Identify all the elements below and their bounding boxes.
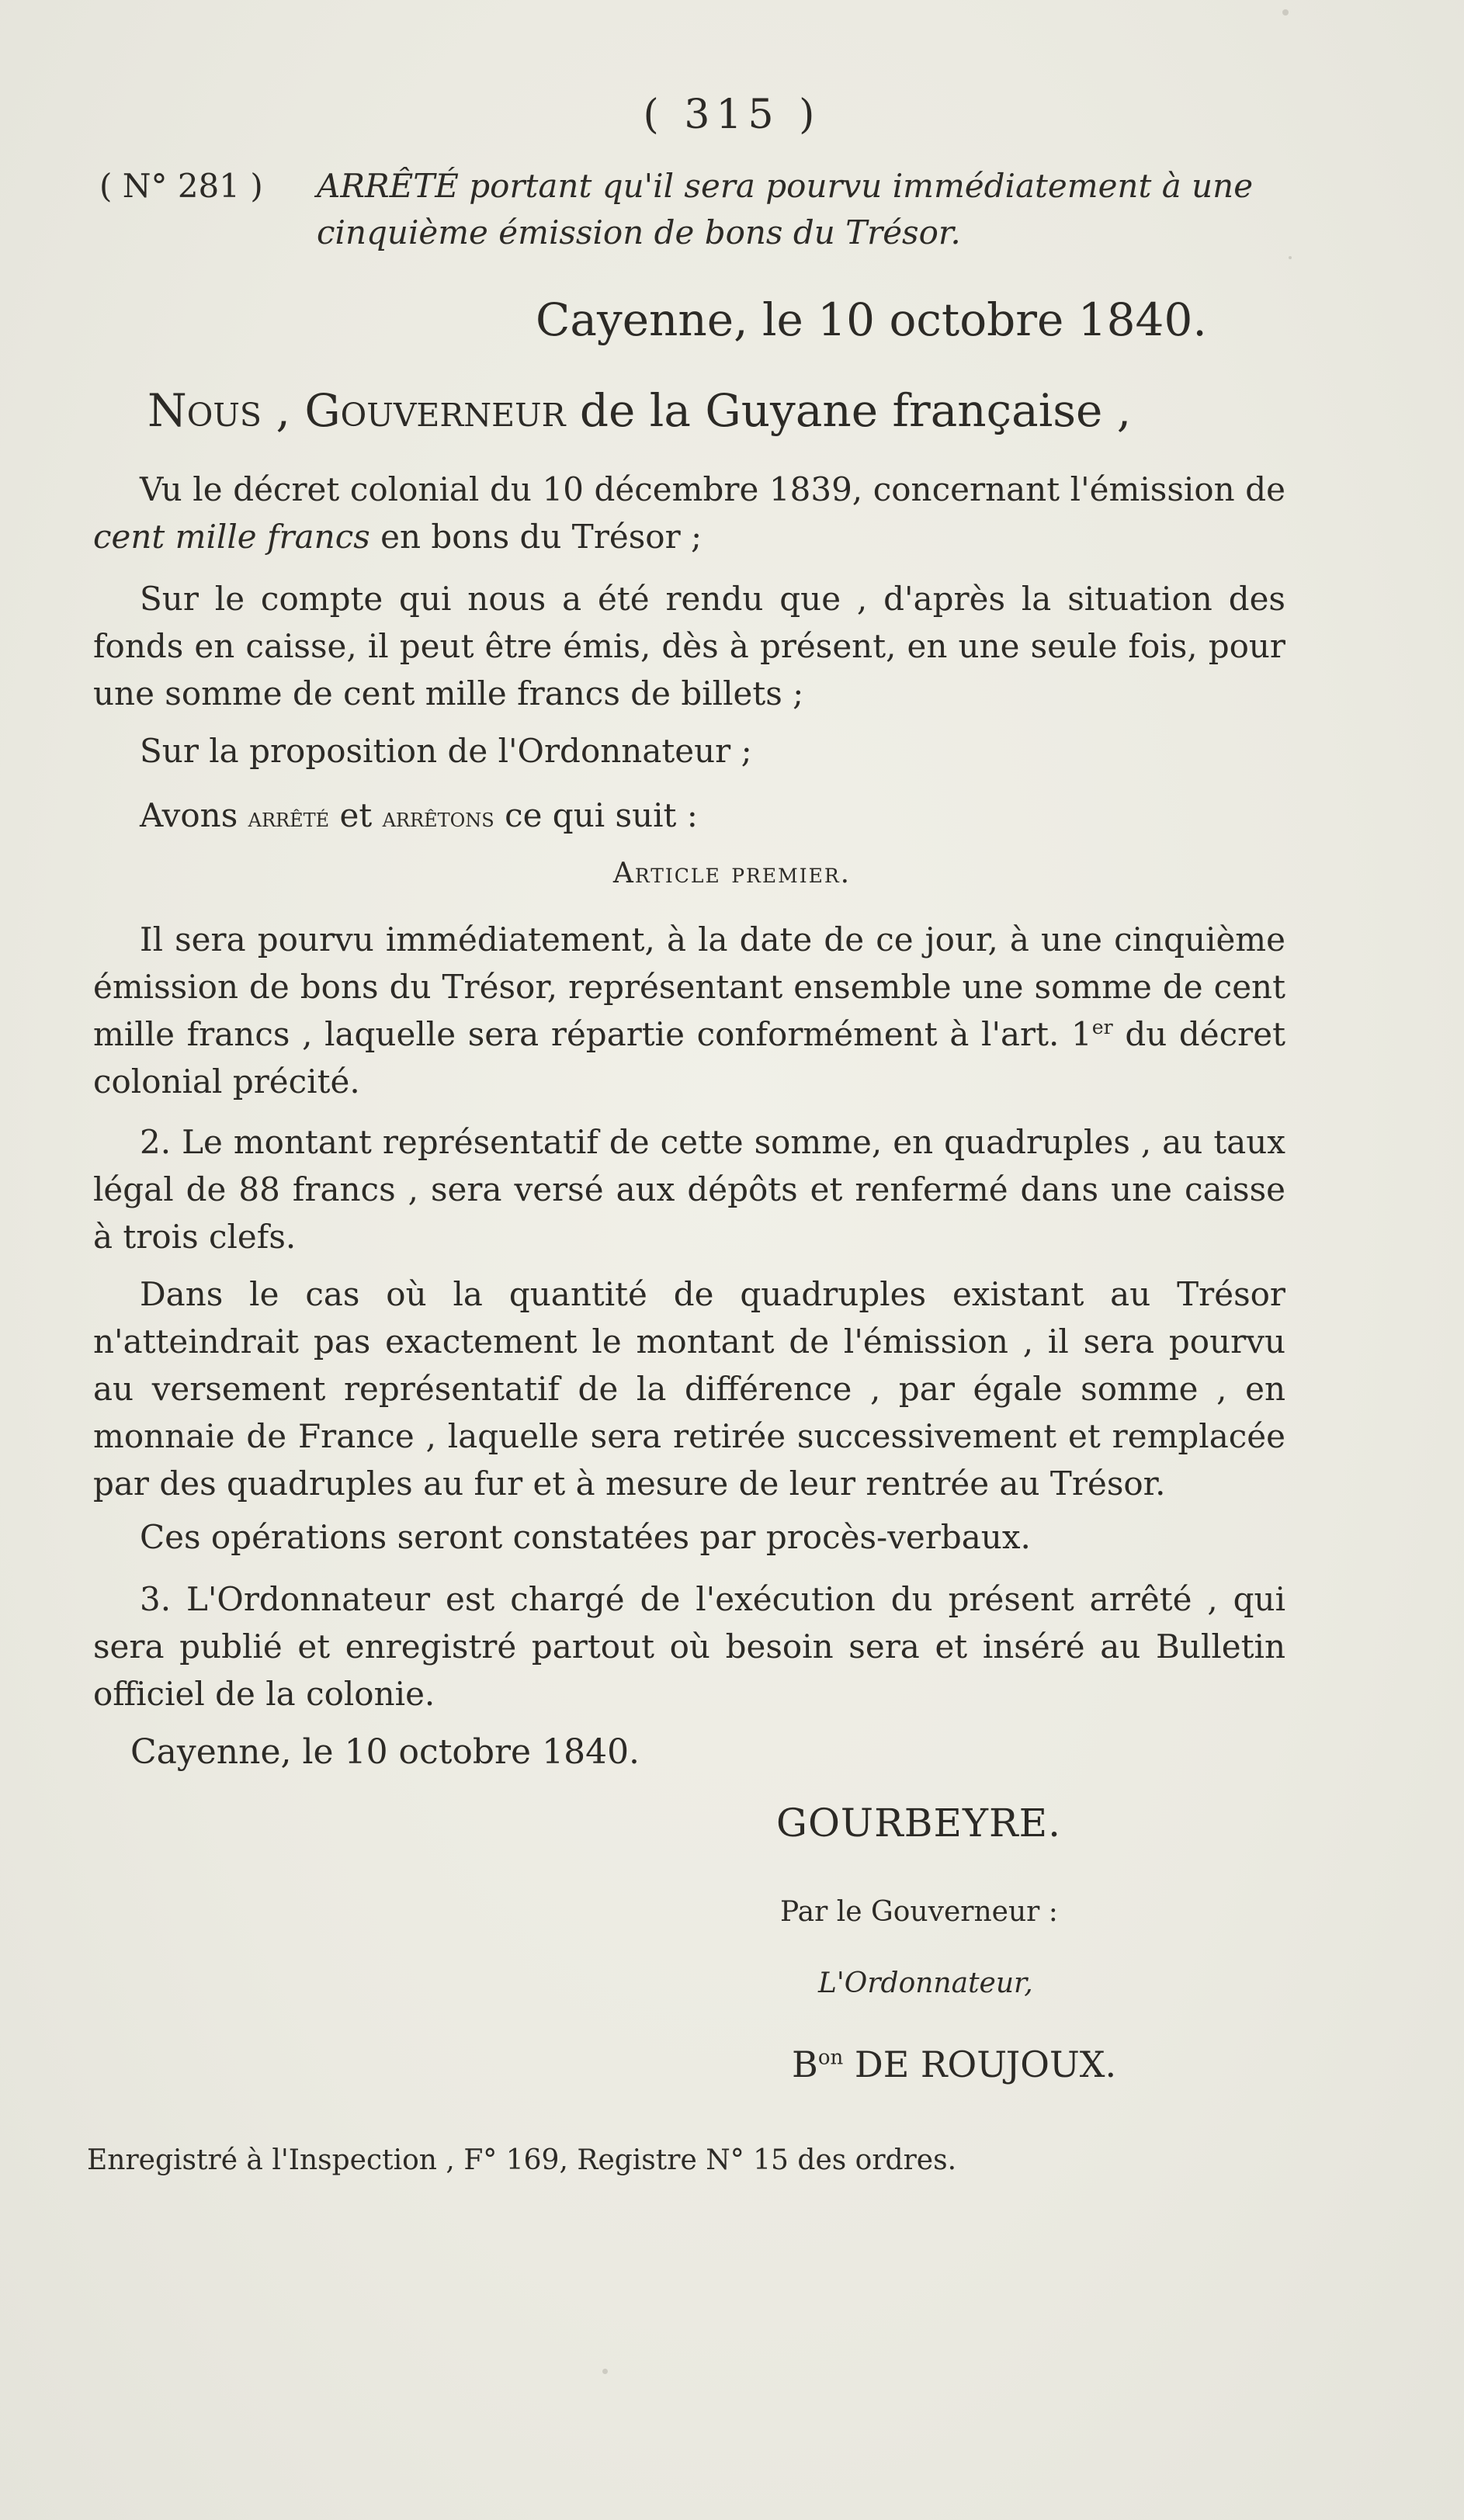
avons-after: ce qui suit : [505,796,698,834]
ordonnateur-prefix: B [792,2043,818,2085]
ordonnateur-name: DE ROUJOUX. [854,2043,1117,2085]
ordonnateur-title: L'Ordonnateur, [818,1967,1033,1999]
signature-gourbeyre: GOURBEYRE. [776,1801,1062,1846]
paragraph-dans-le-cas: Dans le cas où la quantité de quadruples existant au Trésor n'atteindrait pas exactement le montant de l'émission , il sera pourvu au versement représentatif de la différence , par égale somme , en monnaie de France , laquelle sera retirée successivement et remplacée par des quadruples au fur et à mesure de leur rentrée au Trésor. [93,1275,1285,1503]
preamble-heading: Nous , Gouverneur de la Guyane française , [147,384,1132,437]
dateline: Cayenne, le 10 octobre 1840. [536,293,1207,346]
paper-speck [1289,256,1292,259]
paper-speck [602,2369,608,2374]
paragraph-sur-proposition: Sur la proposition de l'Ordonnateur ; [140,732,752,770]
vu-text-italic: cent mille francs [93,518,370,556]
avons-middle: et [339,796,373,834]
vu-text-before: Vu le décret colonial du 10 décembre 1839, concernant l'émission de [140,470,1285,508]
article-1-text: Il sera pourvu immédiatement, à la date de ce jour, à une cinquième émission de bons du Trésor, représentant ensemble une somme de cent mille francs , laquelle sera répartie conformément à l'art. 1 [93,920,1285,1053]
article-1 [93,916,1285,1105]
article-1-sup: er [1091,1016,1113,1038]
closing-date: Cayenne, le 10 octobre 1840. [130,1732,640,1772]
ordonnateur-sup: on [817,2046,844,2070]
avons-before: Avons [140,796,238,834]
paragraph-avons [93,792,1285,842]
registration-note: Enregistré à l'Inspection , F° 169, Registre N° 15 des ordres. [87,2144,957,2176]
article-3: 3. L'Ordonnateur est chargé de l'exécution du présent arrêté , qui sera publié et enregistré partout où besoin sera et inséré au Bulletin officiel de la colonie. [93,1580,1285,1713]
par-le-gouverneur: Par le Gouverneur : [780,1896,1058,1928]
avons-arrete: arrêté [248,802,330,834]
paragraph-sur-compte: Sur le compte qui nous a été rendu que , d'après la situation des fonds en caisse, il peut être émis, dès à présent, en une seule fois, pour une somme de cent mille francs de billets ; [93,580,1285,712]
preamble-nous: Nous [147,384,262,437]
ordonnateur-signature [792,2043,1116,2085]
preamble-gouverneur: Gouverneur [304,384,566,437]
decree-number: ( N° 281 ) [99,167,263,205]
article-heading: Article premier. [612,858,852,889]
paper-speck [1282,9,1289,16]
avons-arretons: arrêtons [382,802,494,834]
article-2: 2. Le montant représentatif de cette somme, en quadruples , au taux légal de 88 francs , sera versé aux dépôts et renfermé dans une caisse à trois clefs. [93,1123,1285,1256]
decree-title: ARRÊTÉ portant qu'il sera pourvu immédiatement à une cinquième émission de bons du Trésor. [317,167,1254,251]
paragraph-ces-operations: Ces opérations seront constatées par procès-verbaux. [140,1518,1031,1556]
paragraph-vu [93,466,1285,560]
vu-text-after: en bons du Trésor ; [380,518,703,556]
preamble-rest: de la Guyane française , [579,384,1132,437]
page-number: ( 315 ) [643,92,821,138]
article-1-after: du décret colonial précité. [93,1015,1285,1101]
